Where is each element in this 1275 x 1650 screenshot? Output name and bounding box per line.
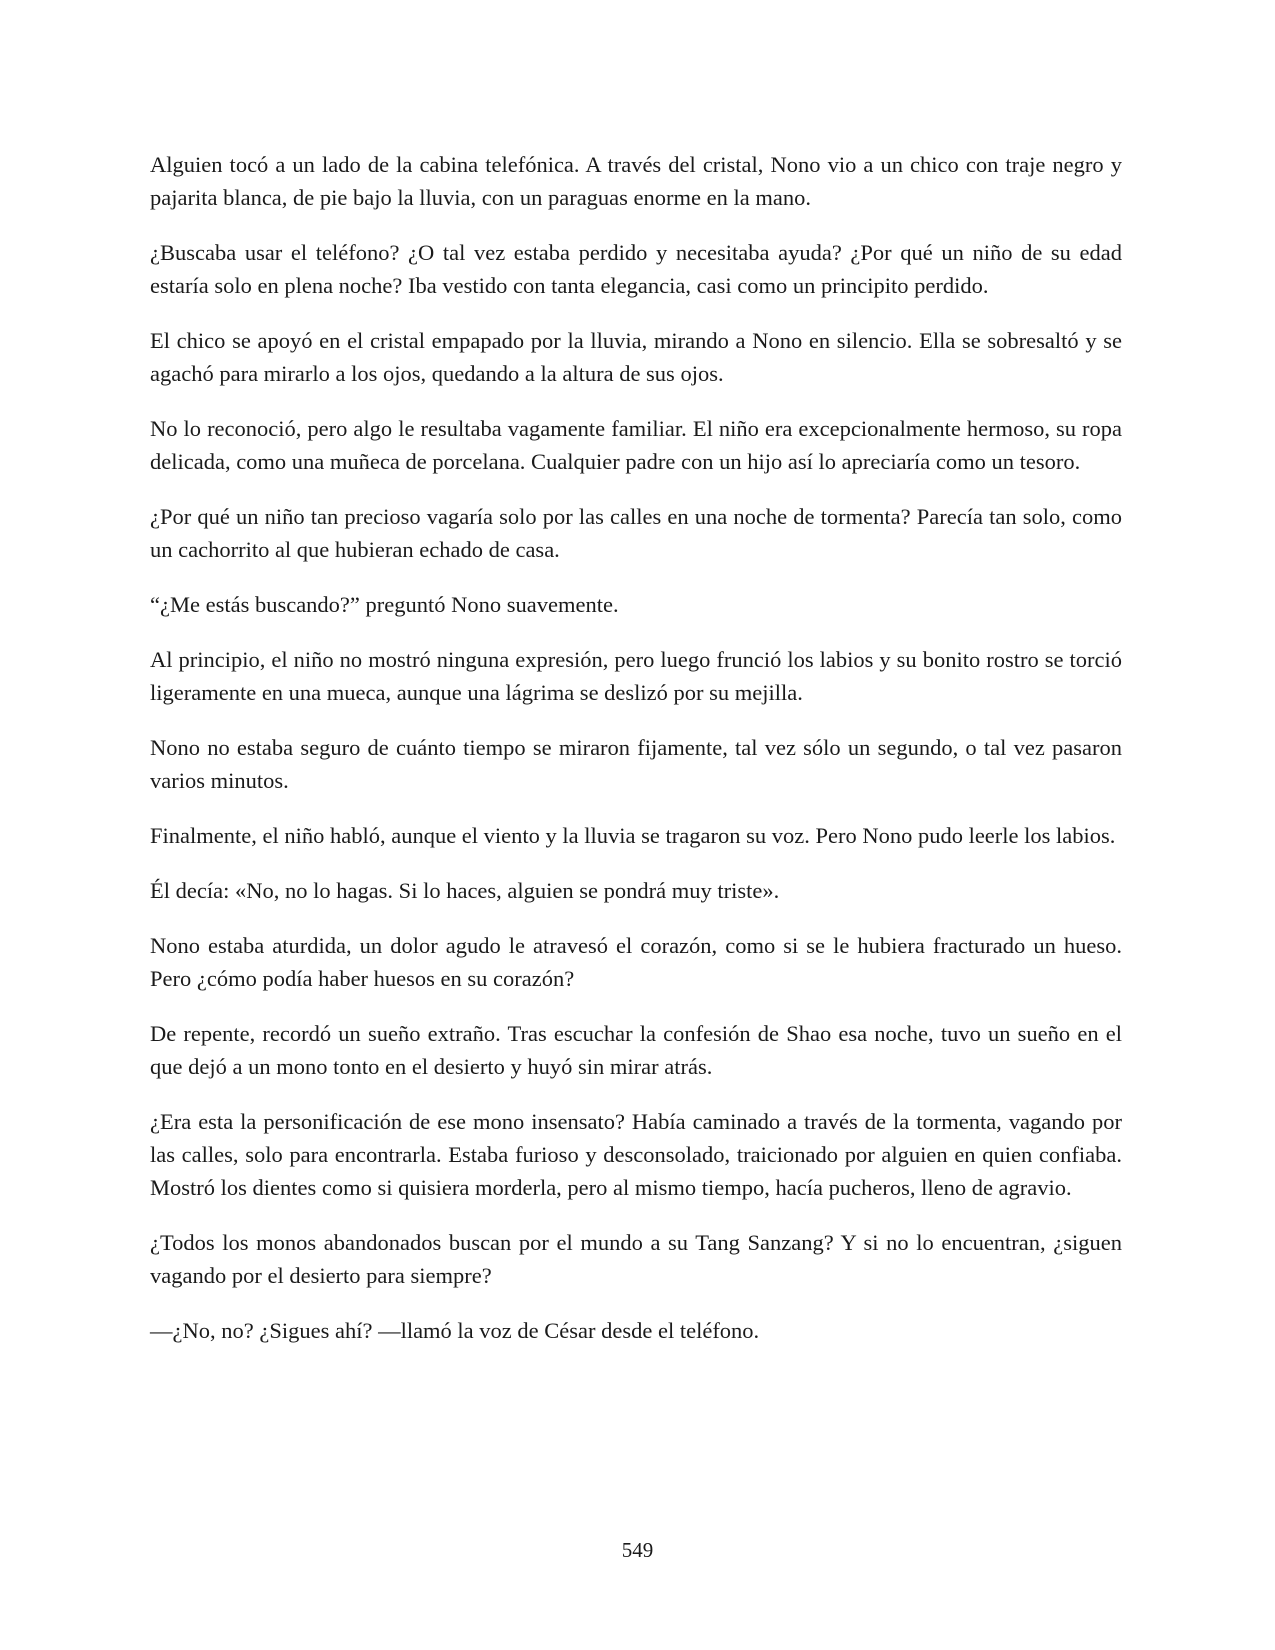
paragraph: No lo reconoció, pero algo le resultaba vagamente familiar. El niño era excepcionalmente hermoso, su ropa delicada, como una muñeca de porcelana. Cualquier padre con un hijo así lo apreciaría como un tesoro.	[150, 416, 1122, 474]
page-number: 549	[621, 1538, 654, 1562]
paragraph: Nono estaba aturdida, un dolor agudo le atravesó el corazón, como si se le hubiera fracturado un hueso. Pero ¿cómo podía haber huesos en su corazón?	[150, 933, 1122, 991]
paragraph: ¿Buscaba usar el teléfono? ¿O tal vez estaba perdido y necesitaba ayuda? ¿Por qué un niño de su edad estaría solo en plena noche? Iba vestido con tanta elegancia, casi como un principito perdido.	[150, 240, 1122, 298]
paragraph: ¿Era esta la personificación de ese mono insensato? Había caminado a través de la tormenta, vagando por las calles, solo para encontrarla. Estaba furioso y desconsolado, traicionado por alguien en quien confiaba. Mostró los dientes como si quisiera morderla, pero al mismo tiempo, hacía pucheros, lleno de agravio.	[150, 1109, 1122, 1200]
text-body	[150, 148, 1122, 1369]
paragraph: —¿No, no? ¿Sigues ahí? —llamó la voz de César desde el teléfono.	[150, 1318, 760, 1343]
paragraph: Al principio, el niño no mostró ninguna expresión, pero luego frunció los labios y su bonito rostro se torció ligeramente en una mueca, aunque una lágrima se deslizó por su mejilla.	[150, 647, 1122, 705]
paragraph: De repente, recordó un sueño extraño. Tras escuchar la confesión de Shao esa noche, tuvo un sueño en el que dejó a un mono tonto en el desierto y huyó sin mirar atrás.	[150, 1021, 1122, 1079]
paragraph: “¿Me estás buscando?” preguntó Nono suavemente.	[150, 592, 619, 617]
paragraph: Él decía: «No, no lo hagas. Si lo haces, alguien se pondrá muy triste».	[150, 878, 780, 903]
paragraph: Nono no estaba seguro de cuánto tiempo se miraron fijamente, tal vez sólo un segundo, o tal vez pasaron varios minutos.	[150, 735, 1122, 793]
paragraph: ¿Todos los monos abandonados buscan por el mundo a su Tang Sanzang? Y si no lo encuentran, ¿siguen vagando por el desierto para siempre?	[150, 1230, 1122, 1288]
paragraph: El chico se apoyó en el cristal empapado por la lluvia, mirando a Nono en silencio. Ella se sobresaltó y se agachó para mirarlo a los ojos, quedando a la altura de sus ojos.	[150, 328, 1122, 386]
paragraph: Finalmente, el niño habló, aunque el viento y la lluvia se tragaron su voz. Pero Nono pudo leerle los labios.	[150, 823, 1116, 848]
paragraph: Alguien tocó a un lado de la cabina telefónica. A través del cristal, Nono vio a un chico con traje negro y pajarita blanca, de pie bajo la lluvia, con un paraguas enorme en la mano.	[150, 152, 1122, 210]
paragraph: ¿Por qué un niño tan precioso vagaría solo por las calles en una noche de tormenta? Parecía tan solo, como un cachorrito al que hubieran echado de casa.	[150, 504, 1122, 562]
